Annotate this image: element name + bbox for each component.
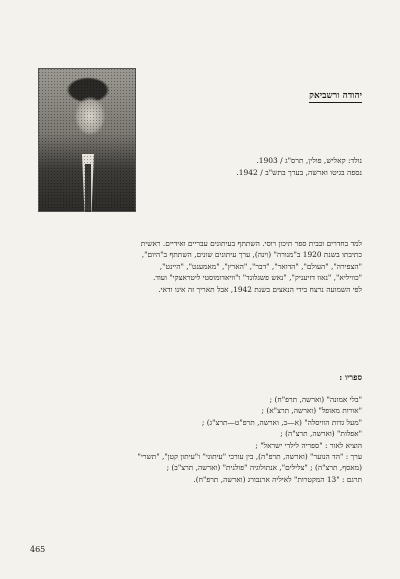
- paragraph-line: "הצפירה", "העולם", "הדואר", "דבר", "הארץ", "מאמענט", "היינט",: [159, 261, 362, 271]
- book-item: "אורות מאופל" (וארשה, תרצ"א) ;: [261, 406, 362, 416]
- portrait-photo: [38, 68, 136, 212]
- paragraph-line: "כוויליא", "נאוו דזיעניק", "נאש פשגלונד" ו"וויאדומוסטי ליטראצקי" ועוד.: [152, 273, 362, 283]
- book-item: ערך : "הד הנוער" (וארשה, תרפ"ה), בין עורכי "עיתוני" ו"עיתון קטן", "תשרי": [137, 452, 362, 462]
- book-item: "בלי אמונה" (וארשה, תרפ"ח) ;: [269, 395, 362, 404]
- author-name: יהודה ורשביאק: [309, 91, 362, 101]
- book-item: תרגם : "13 המקטרות" לאיליה ארנבורג (וארשה, תרפ"ח).: [193, 474, 362, 484]
- paragraph-line: לפי השמועה נרצח בידי הנאצים בשנת 1942, אבל תאריך זה אינו ודאי.: [158, 284, 362, 294]
- book-item: (מאסף, תרצ"ה) ; "צלילים", אנתולוגיה "פולנית" (וארשה, תרצ"ב) ;: [166, 463, 362, 473]
- paragraph-line: כתיבתו בשנת 1920 ב"מנורה" (וינה), ערך עיתונים שונים, השתתף ב"היום",: [141, 250, 362, 260]
- page-number: 465: [30, 545, 46, 554]
- books-heading: ספריו :: [339, 372, 362, 382]
- book-item: הוציא לאור : "ספריה לילדי ישראל" ;: [255, 440, 362, 450]
- paragraph-line: למד בחדרים ובבית ספר תיכון רוסי. השתתף בעיתונים עבריים ואידיים. ראשית: [140, 239, 362, 248]
- books-list: [38, 394, 362, 485]
- bio-death: נספה בגיטו וארשה, בערך בתש"ב / 1942.: [236, 168, 362, 177]
- book-item: "מעל גדות הוויסלה" (א—ב, וארשה, תרפ"ט—תרצ"ג) ;: [201, 417, 362, 427]
- bio-birth: נולד: קאליש, פולין, תרס"ג / 1903.: [256, 156, 362, 165]
- book-item: "אפלות" (וארשה, תרצ"ה) ;: [280, 429, 362, 439]
- portrait-tie: [85, 164, 91, 212]
- bio-block: [162, 155, 362, 179]
- biography-paragraph: [38, 238, 362, 295]
- portrait-collar: [82, 154, 94, 212]
